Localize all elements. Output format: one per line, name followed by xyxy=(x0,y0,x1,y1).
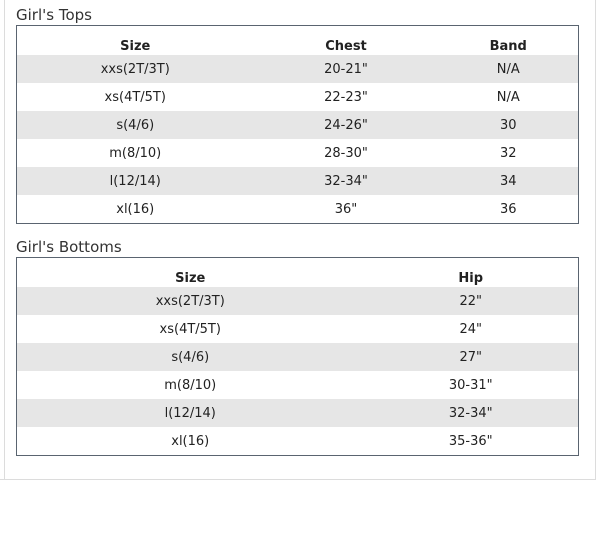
chest-cell: 28-30" xyxy=(254,139,439,167)
chest-cell: 32-34" xyxy=(254,167,439,195)
column-header-size: Size xyxy=(120,39,151,54)
table-row xyxy=(17,111,579,139)
hip-cell: 30-31" xyxy=(364,371,579,399)
tops-section-title: Girl's Tops xyxy=(16,6,92,24)
band-cell: 32 xyxy=(439,139,579,167)
band-cell: 36 xyxy=(439,195,579,224)
band-cell: N/A xyxy=(439,83,579,111)
size-cell: xs(4T/5T) xyxy=(17,83,254,111)
size-cell: xxs(2T/3T) xyxy=(17,55,254,83)
column-header-hip: Hip xyxy=(458,271,484,286)
size-cell: xl(16) xyxy=(17,427,364,456)
table-row xyxy=(17,83,579,111)
hip-cell: 22" xyxy=(364,287,579,315)
hip-cell: 27" xyxy=(364,343,579,371)
size-cell: xxs(2T/3T) xyxy=(17,287,364,315)
chest-cell: 24-26" xyxy=(254,111,439,139)
table-row xyxy=(17,427,579,456)
panel-divider xyxy=(4,0,5,480)
table-row xyxy=(17,287,579,315)
size-cell: l(12/14) xyxy=(17,399,364,427)
tops-size-table xyxy=(16,25,579,224)
bottoms-size-table xyxy=(16,257,579,456)
table-row xyxy=(17,399,579,427)
hip-cell: 35-36" xyxy=(364,427,579,456)
table-header-row xyxy=(17,26,579,56)
table-row xyxy=(17,167,579,195)
size-cell: m(8/10) xyxy=(17,371,364,399)
chest-cell: 22-23" xyxy=(254,83,439,111)
size-cell: m(8/10) xyxy=(17,139,254,167)
table-row xyxy=(17,315,579,343)
table-row xyxy=(17,55,579,83)
size-cell: xs(4T/5T) xyxy=(17,315,364,343)
size-cell: s(4/6) xyxy=(17,343,364,371)
column-header-size: Size xyxy=(175,271,206,286)
column-header-band: Band xyxy=(489,39,527,54)
band-cell: N/A xyxy=(439,55,579,83)
table-row xyxy=(17,343,579,371)
hip-cell: 24" xyxy=(364,315,579,343)
hip-cell: 32-34" xyxy=(364,399,579,427)
table-row xyxy=(17,139,579,167)
table-row xyxy=(17,371,579,399)
size-cell: xl(16) xyxy=(17,195,254,224)
column-header-chest: Chest xyxy=(325,39,367,54)
size-cell: s(4/6) xyxy=(17,111,254,139)
size-cell: l(12/14) xyxy=(17,167,254,195)
table-row xyxy=(17,195,579,224)
table-header-row xyxy=(17,258,579,288)
band-cell: 34 xyxy=(439,167,579,195)
chest-cell: 36" xyxy=(254,195,439,224)
band-cell: 30 xyxy=(439,111,579,139)
bottoms-section-title: Girl's Bottoms xyxy=(16,238,122,256)
chest-cell: 20-21" xyxy=(254,55,439,83)
